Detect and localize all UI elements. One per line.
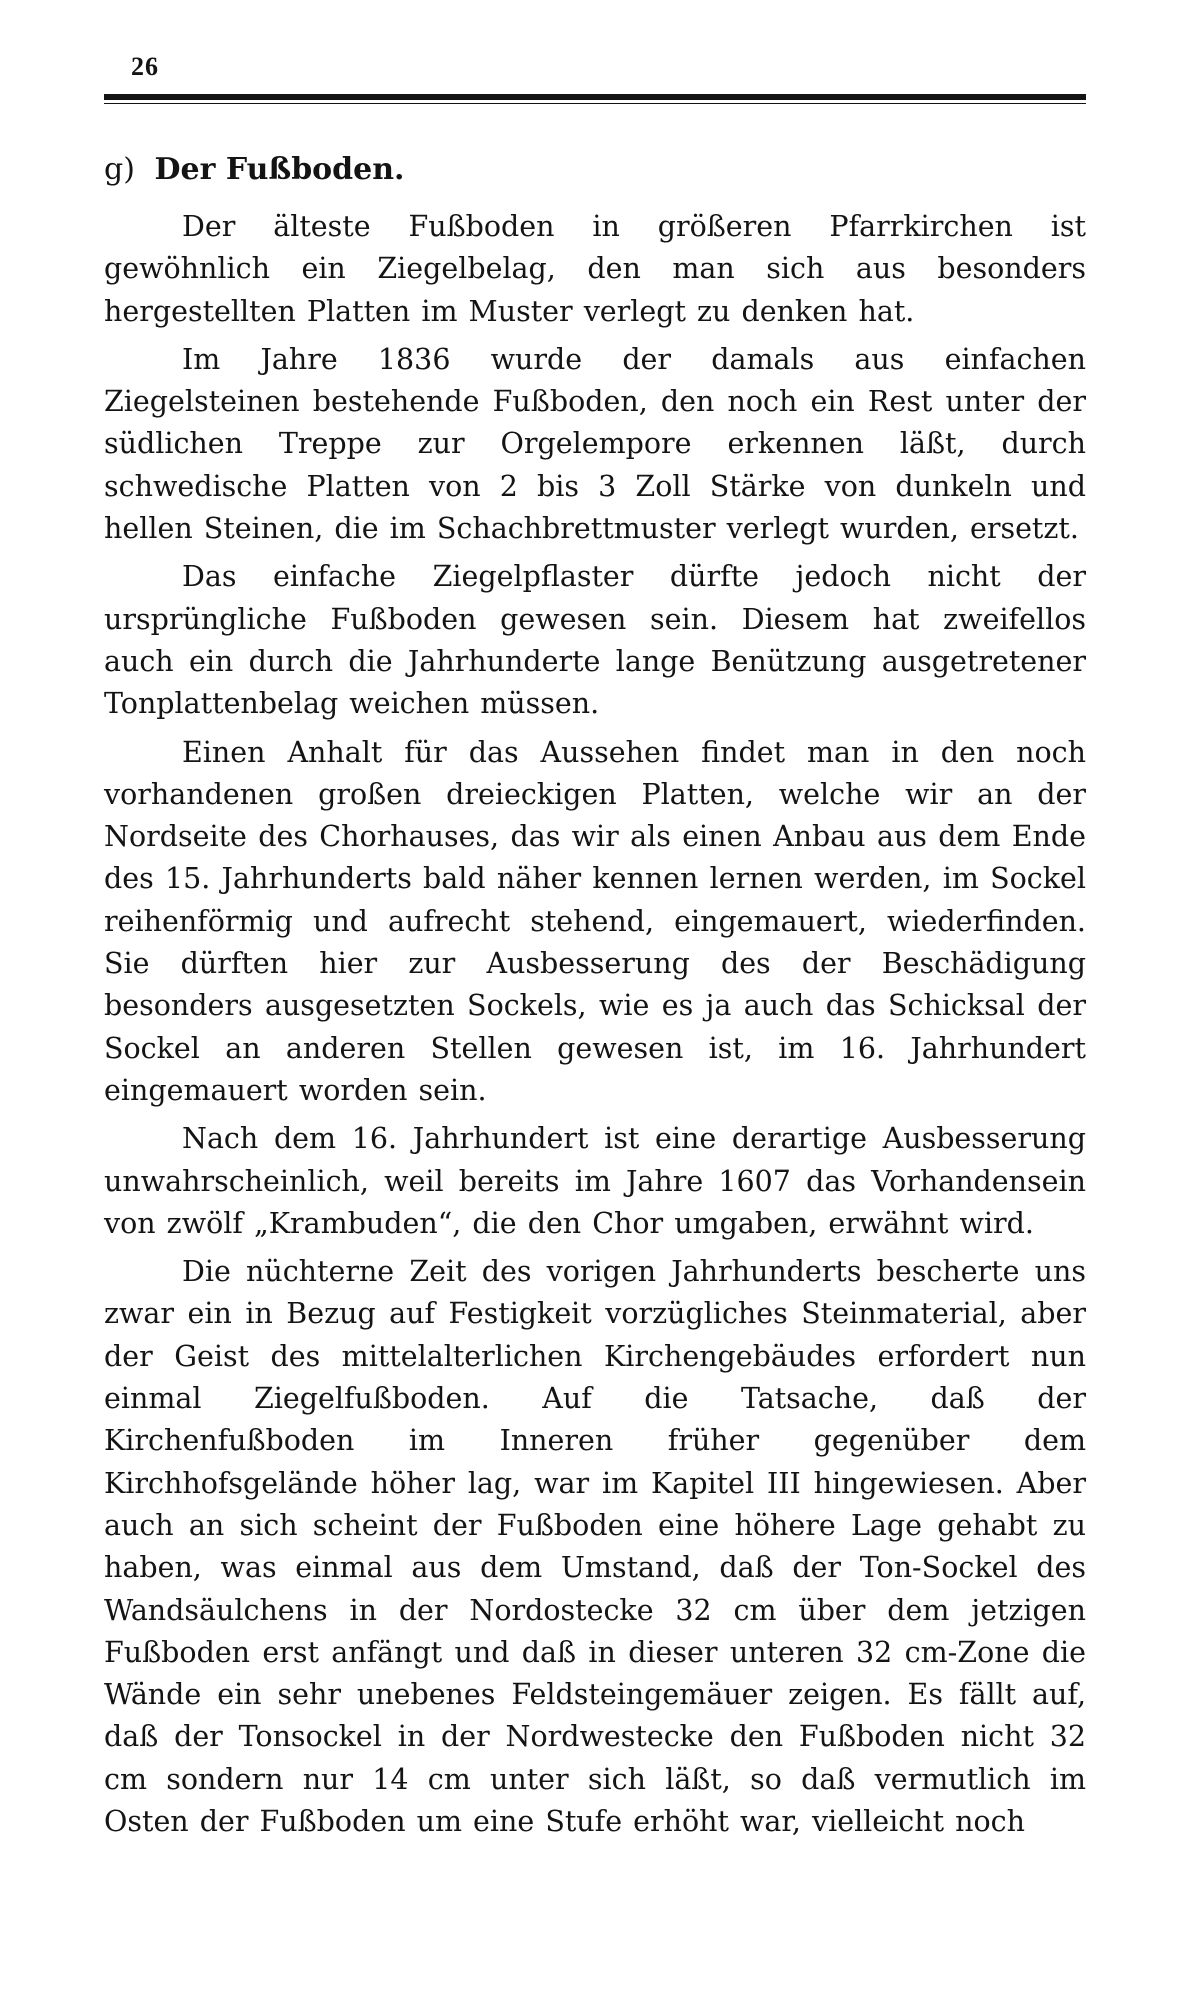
section-label: g) bbox=[104, 152, 135, 187]
page-body bbox=[104, 148, 1086, 1849]
paragraph-2: Im Jahre 1836 wurde der damals aus einfachen Ziegelsteinen bestehende Fußboden, den noch ein Rest unter der südlichen Treppe zur Orgelempore erkennen läßt, durch schwedische Platten von 2 bis 3 Zoll Stärke von dunkeln und hellen Steinen, die im Schachbrettmuster verlegt wurden, ersetzt. bbox=[104, 342, 1086, 546]
page-number: 26 bbox=[131, 52, 159, 81]
paragraph-1: Der älteste Fußboden in größeren Pfarrkirchen ist gewöhnlich ein Ziegelbelag, den man sich aus besonders hergestellten Platten im Muster verlegt zu denken hat. bbox=[104, 210, 1086, 328]
paragraph-5: Nach dem 16. Jahrhundert ist eine derartige Ausbesserung unwahrscheinlich, weil bereits im Jahre 1607 das Vorhandensein von zwölf „Krambuden“, die den Chor umgaben, erwähnt wird. bbox=[104, 1122, 1086, 1240]
paragraph-4: Einen Anhalt für das Aussehen findet man in den noch vorhandenen großen dreieckigen Platten, welche wir an der Nordseite des Chorhauses, das wir als einen Anbau aus dem Ende des 15. Jahrhunderts bald näher kennen lernen werden, im Sockel reihenförmig und aufrecht stehend, eingemauert, wiederfinden. Sie dürften hier zur Ausbesserung des der Beschädigung besonders ausgesetzten Sockels, wie es ja auch das Schicksal der Sockel an anderen Stellen gewesen ist, im 16. Jahrhundert eingemauert worden sein. bbox=[104, 735, 1086, 1107]
section-heading bbox=[104, 148, 1086, 192]
paragraph-6: Die nüchterne Zeit des vorigen Jahrhunderts bescherte uns zwar ein in Bezug auf Festigkeit vorzügliches Steinmaterial, aber der Geist des mittelalterlichen Kirchengebäudes erfordert nun einmal Ziegelfußboden. Auf die Tatsache, daß der Kirchenfußboden im Inneren früher gegenüber dem Kirchhofsgelände höher lag, war im Kapitel III hingewiesen. Aber auch an sich scheint der Fußboden eine höhere Lage gehabt zu haben, was einmal aus dem Umstand, daß der Ton-Sockel des Wandsäulchens in der Nordostecke 32 cm über dem jetzigen Fußboden erst anfängt und daß in dieser unteren 32 cm-Zone die Wände ein sehr unebenes Feldsteingemäuer zeigen. Es fällt auf, daß der Tonsockel in der Nordwestecke den Fußboden nicht 32 cm sondern nur 14 cm unter sich läßt, so daß vermutlich im Osten der Fußboden um eine Stufe erhöht war, vielleicht noch bbox=[104, 1255, 1086, 1838]
paragraph-3: Das einfache Ziegelpflaster dürfte jedoch nicht der ursprüngliche Fußboden gewesen sein. Diesem hat zweifellos auch ein durch die Jahrhunderte lange Benützung ausgetretener Tonplattenbelag weichen müssen. bbox=[104, 560, 1086, 721]
header-rule-thick bbox=[104, 94, 1086, 100]
section-title: Der Fußboden. bbox=[154, 152, 405, 187]
header-rule-thin bbox=[104, 103, 1086, 104]
